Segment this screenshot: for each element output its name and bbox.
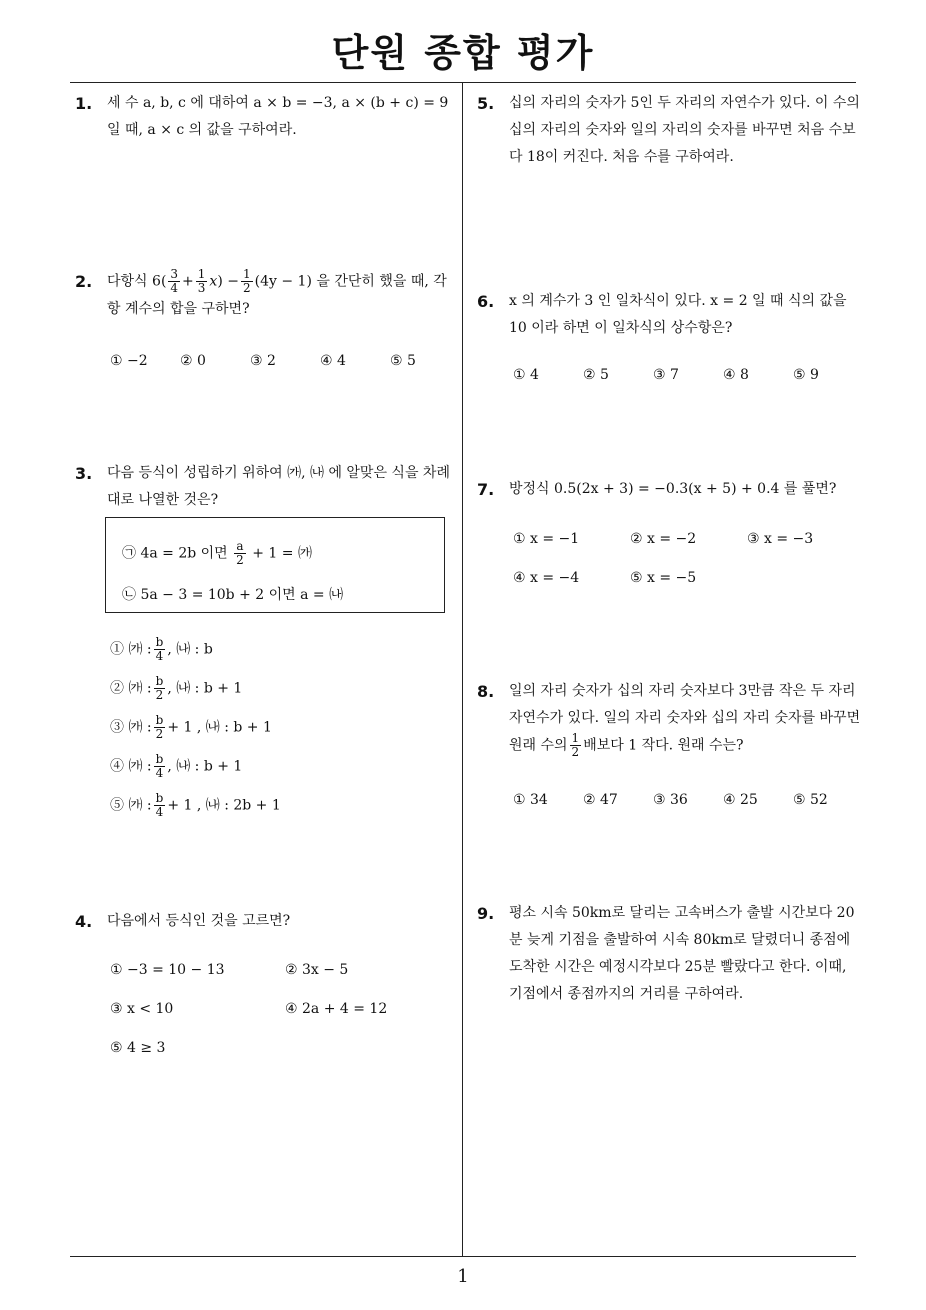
- question-6: [477, 288, 862, 342]
- question-number: 9.: [477, 904, 495, 923]
- question-number: 2.: [75, 272, 93, 291]
- question-number: 5.: [477, 94, 495, 113]
- option[interactable]: ③ 36: [653, 792, 688, 808]
- option[interactable]: ⑤ 5: [390, 353, 416, 369]
- option[interactable]: ② 5: [583, 367, 609, 383]
- question-text: 다음 등식이 성립하기 위하여 ㈎, ㈏ 에 알맞은 식을 차례대로 나열한 것은?: [107, 465, 450, 508]
- top-divider: [70, 82, 856, 83]
- condition-2: ㉡ 5a − 3 = 10b + 2 이면 a = ㈏: [122, 587, 344, 603]
- question-3: [75, 460, 460, 514]
- option[interactable]: ① 4: [513, 367, 539, 383]
- option[interactable]: ② 3x − 5: [285, 962, 349, 978]
- option[interactable]: ① x = −1: [513, 531, 580, 547]
- option[interactable]: ③ ㈎ : $\frac{b}{2}$ + 1 , ㈏ : b + 1: [110, 713, 272, 741]
- option[interactable]: ② 0: [180, 353, 206, 369]
- question-1: [75, 90, 460, 144]
- page-number: 1: [457, 1266, 469, 1287]
- question-4: [75, 908, 460, 935]
- question-number: 3.: [75, 464, 93, 483]
- option[interactable]: ① ㈎ : $\frac{b}{4}$ , ㈏ : b: [110, 635, 213, 663]
- fraction: $\frac{1}{2}$: [571, 731, 580, 759]
- option[interactable]: ① −2: [110, 353, 148, 369]
- question-2: [75, 268, 460, 323]
- question-8: [477, 678, 862, 760]
- page-title: 단원 종합 평가: [331, 31, 595, 75]
- option[interactable]: ④ 25: [723, 792, 758, 808]
- question-number: 8.: [477, 682, 495, 701]
- question-text: 다음에서 등식인 것을 고르면?: [107, 913, 291, 929]
- option[interactable]: ④ 8: [723, 367, 749, 383]
- question-text: 다항식 6( $\frac{3}{4}$ + $\frac{1}{3}$ x) − $\frac{1}{2}$ (4y − 1) 을 간단히 했을 때, 각 항 계수의 합을 구하면?: [107, 267, 447, 317]
- option[interactable]: ⑤ ㈎ : $\frac{b}{4}$ + 1 , ㈏ : 2b + 1: [110, 791, 281, 819]
- option[interactable]: ③ x = −3: [747, 531, 814, 547]
- option[interactable]: ⑤ 9: [793, 367, 819, 383]
- question-9: [477, 900, 862, 1008]
- option[interactable]: ④ x = −4: [513, 570, 580, 586]
- question-number: 1.: [75, 94, 93, 113]
- question-text: x 의 계수가 3 인 일차식이 있다. x = 2 일 때 식의 값을 10 이라 하면 이 일차식의 상수항은?: [509, 293, 847, 336]
- option[interactable]: ① −3 = 10 − 13: [110, 962, 225, 978]
- option[interactable]: ④ 2a + 4 = 12: [285, 1001, 388, 1017]
- question-text: 방정식 0.5(2x + 3) = −0.3(x + 5) + 0.4 를 풀면?: [509, 481, 837, 497]
- option[interactable]: ④ 4: [320, 353, 346, 369]
- option[interactable]: ④ ㈎ : $\frac{b}{4}$ , ㈏ : b + 1: [110, 752, 243, 780]
- condition-1: ㉠ 4a = 2b 이면 $\frac{a}{2}$ + 1 = ㈎: [122, 539, 312, 567]
- fraction: $\frac{1}{3}$: [197, 267, 206, 295]
- question-text: 평소 시속 50km로 달리는 고속버스가 출발 시간보다 20분 늦게 기점을 출발하여 시속 80km로 달렸더니 종점에 도착한 시간은 예정시각보다 25분 빨랐다고 한다. 이때, 기점에서 종점까지의 거리를 구하여라.: [509, 905, 855, 1002]
- option[interactable]: ② ㈎ : $\frac{b}{2}$ , ㈏ : b + 1: [110, 674, 243, 702]
- question-number: 7.: [477, 480, 495, 499]
- option[interactable]: ② x = −2: [630, 531, 697, 547]
- option[interactable]: ⑤ 52: [793, 792, 828, 808]
- question-text: 세 수 a, b, c 에 대하여 a × b = −3, a × (b + c) = 9 일 때, a × c 의 값을 구하여라.: [107, 95, 449, 138]
- bottom-divider: [70, 1256, 856, 1257]
- option[interactable]: ① 34: [513, 792, 548, 808]
- option[interactable]: ⑤ x = −5: [630, 570, 697, 586]
- question-7: [477, 476, 862, 503]
- fraction: $\frac{1}{2}$: [242, 267, 251, 295]
- option[interactable]: ② 47: [583, 792, 618, 808]
- question-number: 6.: [477, 292, 495, 311]
- option[interactable]: ③ 2: [250, 353, 276, 369]
- option[interactable]: ③ x < 10: [110, 1001, 174, 1017]
- question-text: 일의 자리 숫자가 십의 자리 숫자보다 3만큼 작은 두 자리 자연수가 있다. 일의 자리 숫자와 십의 자리 숫자를 바꾸면 원래 수의 $\frac{1}{2}$ 배보다 1 작다. 원래 수는?: [509, 683, 861, 759]
- option[interactable]: ③ 7: [653, 367, 679, 383]
- question-5: [477, 90, 862, 171]
- condition-box: [105, 517, 445, 613]
- column-divider: [462, 83, 463, 1256]
- fraction: $\frac{a}{2}$: [236, 539, 244, 567]
- fraction: $\frac{3}{4}$: [170, 267, 179, 295]
- question-text: 십의 자리의 숫자가 5인 두 자리의 자연수가 있다. 이 수의 십의 자리의 숫자와 일의 자리의 숫자를 바꾸면 처음 수보다 18이 커진다. 처음 수를 구하여라.: [509, 95, 860, 165]
- question-number: 4.: [75, 912, 93, 931]
- option[interactable]: ⑤ 4 ≥ 3: [110, 1040, 166, 1056]
